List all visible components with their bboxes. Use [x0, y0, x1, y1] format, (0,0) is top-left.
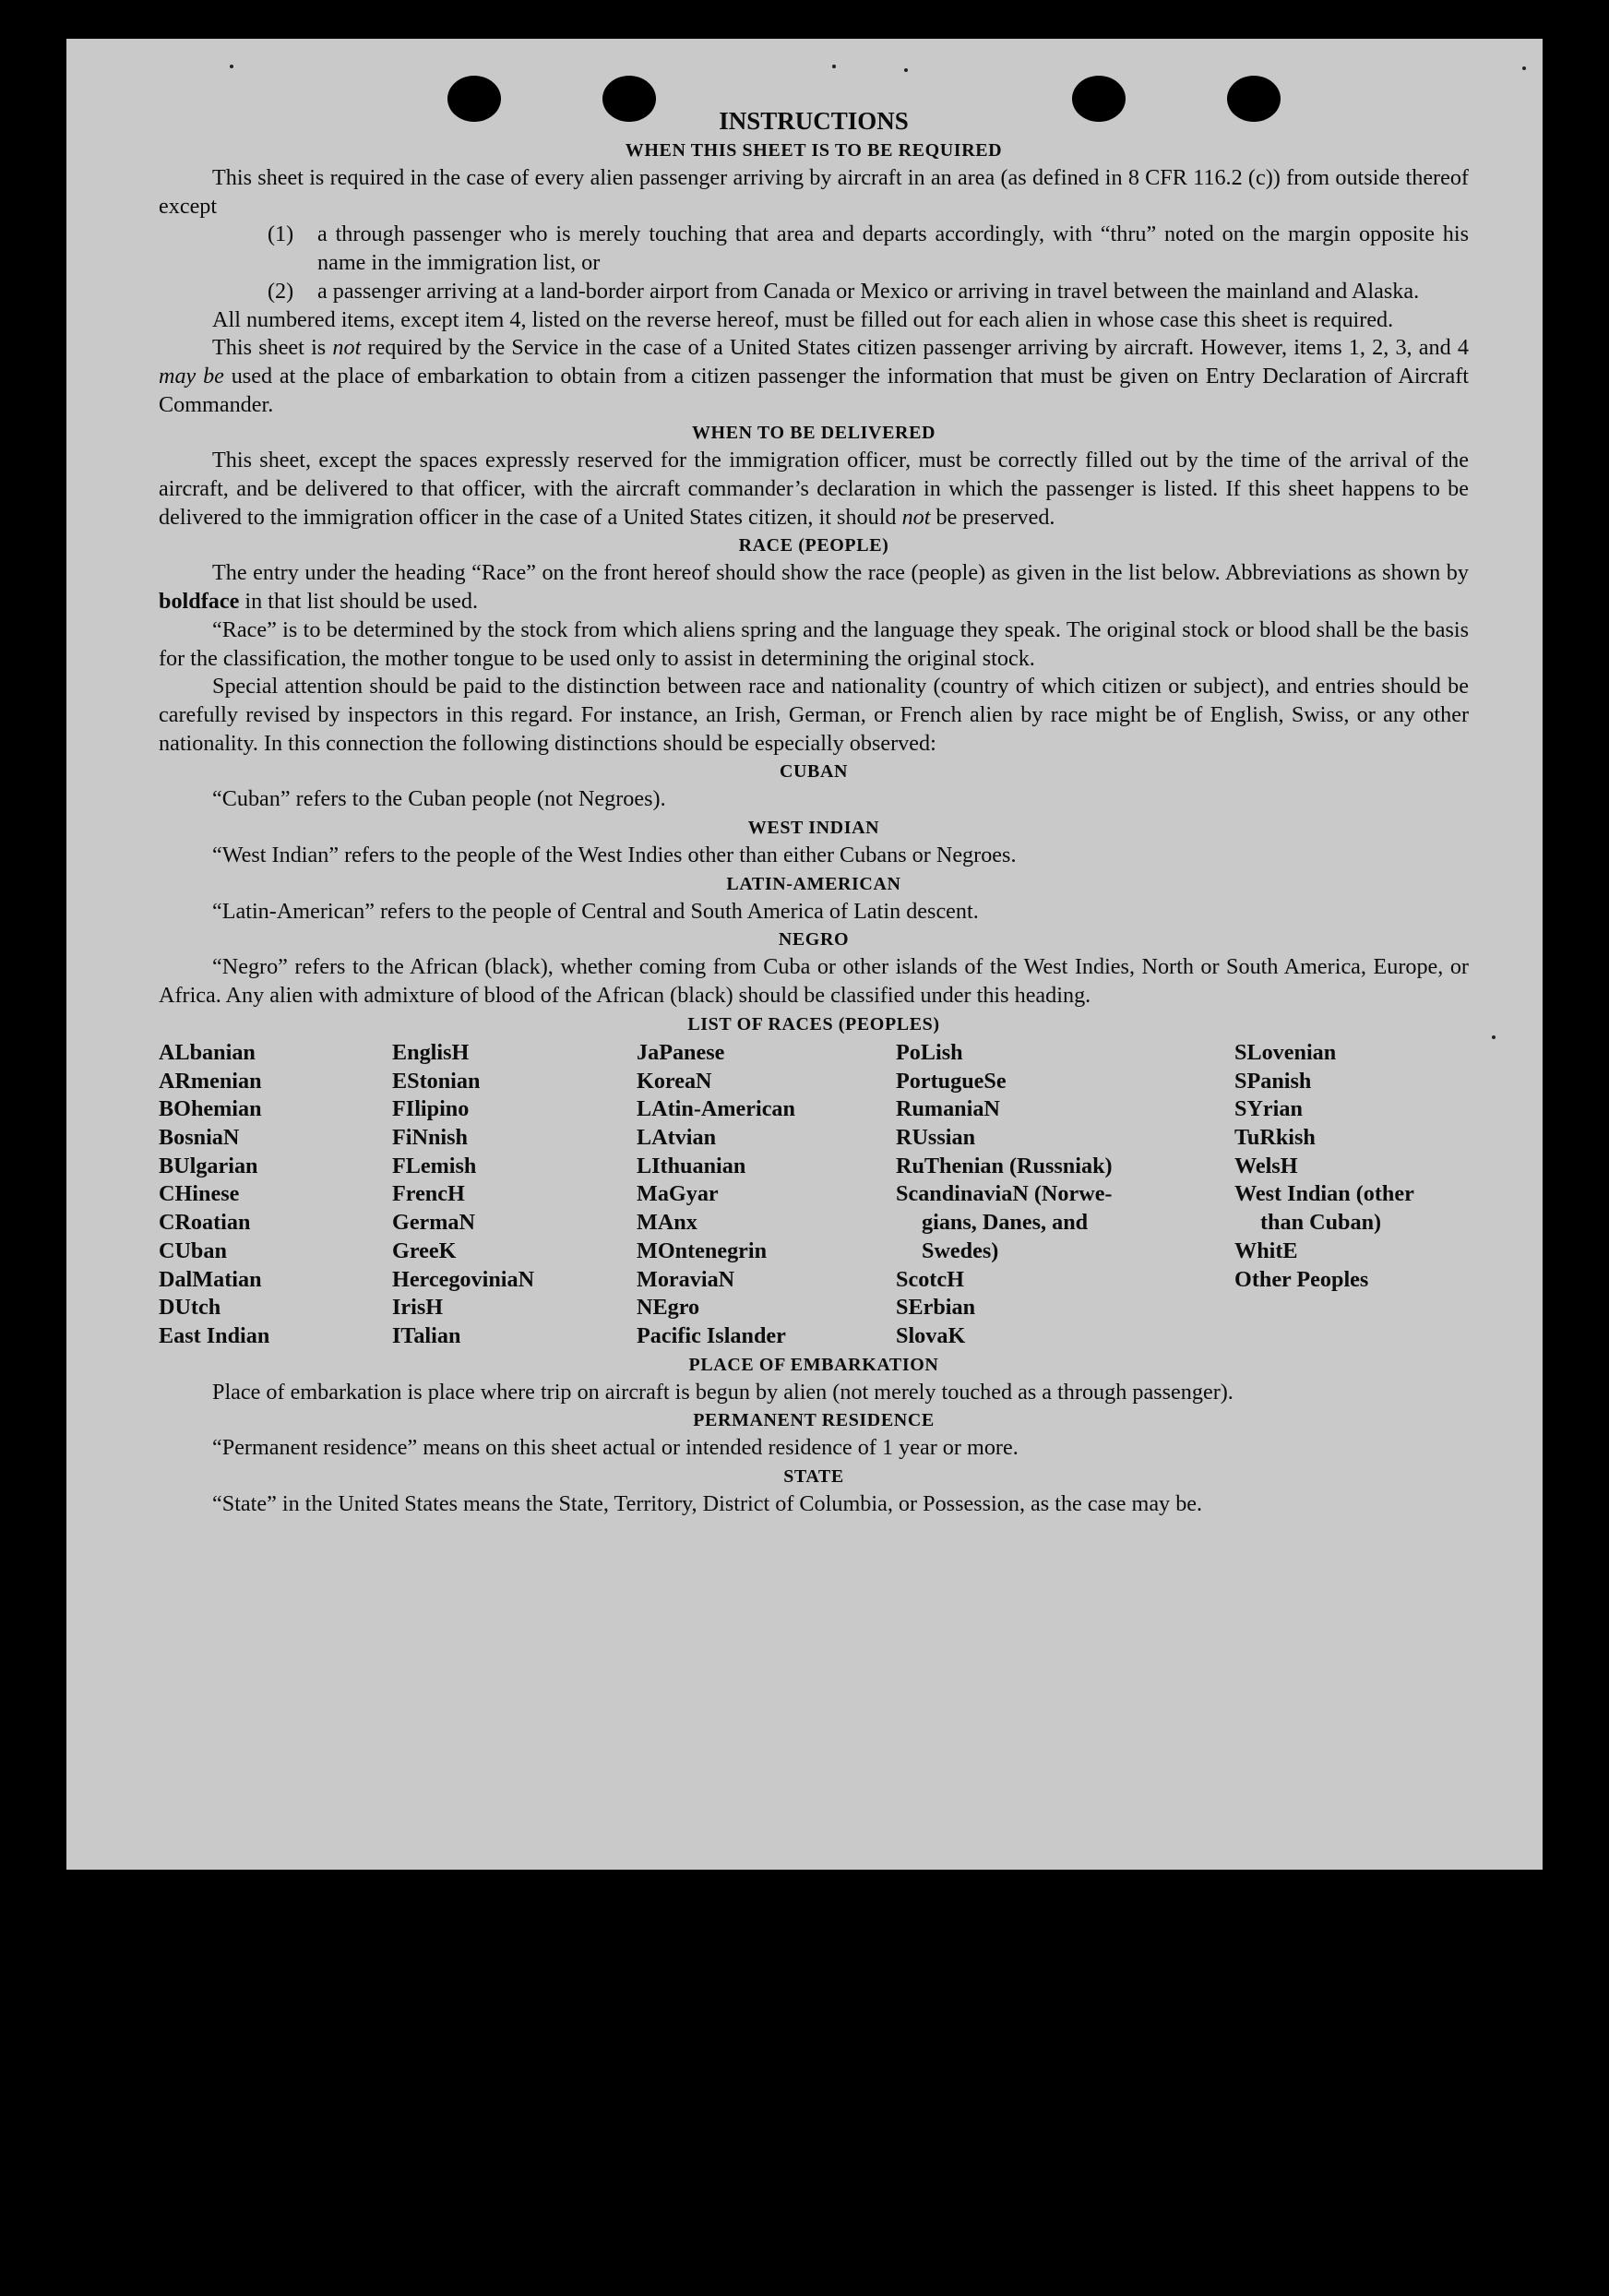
race-entry: IrisH: [392, 1295, 444, 1321]
paragraph: [159, 334, 1469, 419]
instructions-content: [159, 105, 1469, 1519]
race-list-heading: LIST OF RACES (PEOPLES): [687, 1013, 940, 1034]
paragraph: Place of embarkation is place where trip on aircraft is begun by alien (not merely touched as a through passenger).: [212, 1379, 1234, 1405]
race-column: [637, 1039, 896, 1351]
race-entry: KoreaN: [637, 1068, 712, 1094]
scan-speck: [1492, 1035, 1496, 1039]
text-run: in that list should be used.: [239, 589, 479, 615]
race-entry: FIlipino: [392, 1096, 470, 1122]
race-entry: MoraviaN: [637, 1266, 735, 1292]
section-heading-race: RACE (PEOPLE): [738, 535, 889, 556]
section-heading-delivered: WHEN TO BE DELIVERED: [691, 423, 936, 444]
list-item-number: (1): [268, 221, 294, 247]
race-entry: PortugueSe: [896, 1068, 1007, 1094]
race-entry: FiNnish: [392, 1124, 468, 1150]
text-run: required by the Service in the case of a United States citizen passenger arriving by aircraft. However, items 1, 2, 3, and 4: [361, 335, 1469, 361]
definition-text: “Latin-American” refers to the people of Central and South America of Latin descent.: [212, 898, 979, 924]
list-item: [159, 278, 1469, 306]
scan-speck: [1522, 66, 1526, 70]
paragraph: This sheet is required in the case of every alien passenger arriving by aircraft in an area (as defined in 8 CFR 116.2 (c)) from outside thereof except: [159, 165, 1469, 219]
definition-heading: CUBAN: [779, 761, 849, 783]
race-entry: West Indian (other: [1234, 1181, 1414, 1207]
paragraph: “Race” is to be determined by the stock from which aliens spring and the language they speak. The original stock or blood shall be the basis for the classification, the mother tongue to be used only to assist in determining the original stock.: [159, 616, 1469, 671]
race-entry: NEgro: [637, 1295, 700, 1321]
race-entry: SPanish: [1234, 1068, 1312, 1094]
race-column: [159, 1039, 392, 1351]
race-entry: LAtin-American: [637, 1096, 795, 1122]
text-run: The entry under the heading “Race” on the front hereof should show the race (people) as given in the list below. Abbreviations as shown by: [212, 560, 1469, 586]
definition-text: “West Indian” refers to the people of the West Indies other than either Cubans or Negroes.: [212, 843, 1017, 868]
race-entry: BOhemian: [159, 1096, 262, 1122]
race-entry: DUtch: [159, 1295, 221, 1321]
race-entry: WhitE: [1234, 1238, 1298, 1263]
race-column: [392, 1039, 637, 1351]
race-entry: FLemish: [392, 1153, 477, 1178]
race-entry: East Indian: [159, 1322, 270, 1348]
race-entry: BosniaN: [159, 1124, 240, 1150]
definition-text: “Cuban” refers to the Cuban people (not Negroes).: [212, 786, 666, 812]
race-entry: EStonian: [392, 1068, 481, 1094]
race-entry: SLovenian: [1234, 1039, 1337, 1065]
race-entry: MAnx: [637, 1210, 697, 1236]
race-entry: LAtvian: [637, 1124, 717, 1150]
section-heading-embarkation: PLACE OF EMBARKATION: [688, 1354, 939, 1375]
race-entry: than Cuban): [1260, 1210, 1382, 1236]
race-entry: TuRkish: [1234, 1124, 1316, 1150]
race-entry: GreeK: [392, 1238, 457, 1263]
document-page: [66, 39, 1543, 1870]
paragraph: “State” in the United States means the State, Territory, District of Columbia, or Possession, as the case may be.: [212, 1491, 1203, 1517]
race-entry: CHinese: [159, 1181, 240, 1207]
race-entry: SErbian: [896, 1295, 976, 1321]
scan-speck: [230, 65, 233, 68]
bold-text: boldface: [159, 589, 240, 615]
scan-speck: [832, 65, 836, 68]
race-column: [1234, 1039, 1469, 1351]
race-entry: MOntenegrin: [637, 1238, 768, 1263]
definition-heading: WEST INDIAN: [747, 818, 880, 839]
paragraph: “Permanent residence” means on this sheet actual or intended residence of 1 year or more.: [212, 1435, 1019, 1461]
race-entry: SYrian: [1234, 1096, 1303, 1122]
paragraph: All numbered items, except item 4, listed on the reverse hereof, must be filled out for each alien in whose case this sheet is required.: [212, 306, 1394, 332]
section-heading-state: STATE: [783, 1466, 844, 1488]
section-heading-residence: PERMANENT RESIDENCE: [693, 1410, 935, 1431]
scan-speck: [904, 68, 908, 72]
list-item: [159, 221, 1469, 277]
paragraph: [159, 559, 1469, 616]
race-entry: GermaN: [392, 1210, 475, 1236]
race-entry: Pacific Islander: [637, 1322, 786, 1348]
emphasis-text: may be: [159, 363, 224, 389]
definition-heading: LATIN-AMERICAN: [726, 873, 901, 894]
list-item-text: a passenger arriving at a land-border airport from Canada or Mexico or arriving in travel between the mainland and Alaska.: [317, 278, 1420, 304]
race-entry: WelsH: [1234, 1153, 1298, 1178]
definition-text: “Negro” refers to the African (black), whether coming from Cuba or other islands of the West Indies, North or South America, Europe, or Africa. Any alien with admixture of blood of the African (black) should be classified under this heading.: [159, 954, 1469, 1009]
list-item-number: (2): [268, 278, 294, 304]
text-run: This sheet, except the spaces expressly reserved for the immigration officer, must be correctly filled out by the time of the arrival of the aircraft, and be delivered to that officer, with the aircraft commander’s declaration in which the passenger is listed. If this sheet happens to be delivered to the immigration officer in the case of a United States citizen, it should: [159, 448, 1469, 530]
race-entry: BUlgarian: [159, 1153, 258, 1178]
text-run: This sheet is: [212, 335, 333, 361]
paragraph: Special attention should be paid to the distinction between race and nationality (country of which citizen or subject), and entries should be carefully revised by inspectors in this regard. For instance, an Irish, German, or French alien by race might be of English, Swiss, or any other nationality. In this connection the following distinctions should be especially observed:: [159, 674, 1469, 756]
race-entry: FrencH: [392, 1181, 465, 1207]
page-title: INSTRUCTIONS: [719, 107, 909, 135]
race-entry: SlovaK: [896, 1322, 966, 1348]
race-entry: RUssian: [896, 1124, 976, 1150]
race-entry: ARmenian: [159, 1068, 262, 1094]
race-entry: HercegoviniaN: [392, 1266, 535, 1292]
text-run: used at the place of embarkation to obtain from a citizen passenger the information that must be given on Entry Declaration of Aircraft Commander.: [159, 363, 1469, 417]
race-list: [159, 1039, 1469, 1351]
text-run: be preserved.: [930, 504, 1055, 530]
paragraph: [159, 447, 1469, 532]
race-entry: DalMatian: [159, 1266, 262, 1292]
race-entry: Other Peoples: [1234, 1266, 1369, 1292]
race-entry: ITalian: [392, 1322, 461, 1348]
race-entry: PoLish: [896, 1039, 963, 1065]
race-entry: RuThenian (Russniak): [896, 1153, 1113, 1178]
race-entry: Swedes): [922, 1238, 999, 1263]
race-entry: JaPanese: [637, 1039, 725, 1065]
race-entry: MaGyar: [637, 1181, 719, 1207]
definition-heading: NEGRO: [778, 929, 850, 951]
race-entry: ScandinaviaN (Norwe-: [896, 1181, 1113, 1207]
emphasis-text: not: [901, 504, 931, 530]
race-entry: ALbanian: [159, 1039, 256, 1065]
list-item-text: a through passenger who is merely touching that area and departs accordingly, with “thru” noted on the margin opposite his name in the immigration list, or: [317, 221, 1469, 276]
race-column: [896, 1039, 1234, 1351]
race-entry: EnglisH: [392, 1039, 470, 1065]
race-entry: LIthuanian: [637, 1153, 746, 1178]
race-entry: gians, Danes, and: [922, 1210, 1089, 1236]
race-entry: ScotcH: [896, 1266, 964, 1292]
race-entry: CRoatian: [159, 1210, 251, 1236]
emphasis-text: not: [332, 335, 362, 361]
race-entry: CUban: [159, 1238, 227, 1263]
race-entry: RumaniaN: [896, 1096, 1000, 1122]
section-heading-required: WHEN THIS SHEET IS TO BE REQUIRED: [625, 140, 1003, 161]
